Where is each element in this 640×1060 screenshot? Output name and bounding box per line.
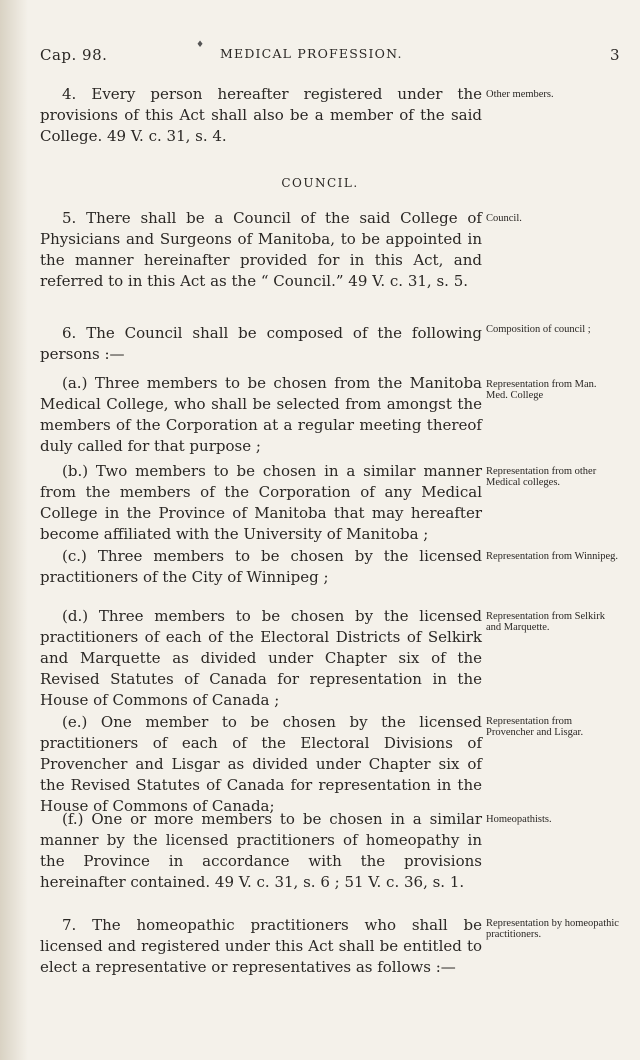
section-5-text: 5. There shall be a Council of the said College of Physicians and Surgeons of Manitoba, to be appointed in the manner hereinafter provided for in this Act, and referred to in this Act as the “ Council.” 49 V. c. 31, s. 5. — [40, 209, 482, 290]
council-heading: COUNCIL. — [281, 176, 359, 190]
section-5-margin-note: Council. — [486, 213, 522, 224]
section-4-margin-note: Other members. — [486, 89, 554, 100]
item-e-text: (e.) One member to be chosen by the licensed practitioners of each of the Electoral Divisions of Provencher and Lisgar as divided under Chapter six of the Revised Statutes of Canada for representation in the House of Commons of Canada; — [40, 713, 482, 815]
section-6-text: 6. The Council shall be composed of the following persons :— — [40, 324, 482, 363]
running-header — [40, 46, 620, 68]
item-c-margin-note: Representation from Winnipeg. — [486, 551, 619, 562]
running-title: MEDICAL PROFESSION. — [220, 46, 403, 61]
section-7-text: 7. The homeopathic practitioners who shall be licensed and registered under this Act shall be entitled to elect a representative or representatives as follows :— — [40, 916, 482, 976]
section-4-text: 4. Every person hereafter registered under the provisions of this Act shall also be a member of the said College. 49 V. c. 31, s. 4. — [40, 85, 482, 145]
item-c-text: (c.) Three members to be chosen by the licensed practitioners of the City of Winnipeg ; — [40, 547, 482, 586]
page-number: 3 — [609, 46, 620, 64]
page-edge-shadow — [0, 0, 28, 1060]
item-b-margin-note: Representation from other Medical colleges. — [486, 466, 597, 488]
item-f-text: (f.) One or more members to be chosen in a similar manner by the licensed practitioners of homeopathy in the Province in accordance with the provisions hereinafter contained. 49 V. c. 31, s. 6 ; 51 V. c. 36, s. 1. — [40, 810, 482, 891]
section-6-margin-note: Composition of council ; — [486, 324, 591, 335]
item-a-text: (a.) Three members to be chosen from the Manitoba Medical College, who shall be selected from amongst the members of the Corporation at a regular meeting thereof duly called for that purpose ; — [40, 374, 482, 455]
item-f-margin-note: Homeopathists. — [486, 814, 552, 825]
item-e-margin-note: Representation from Provencher and Lisgar. — [486, 716, 584, 738]
section-7-margin-note: Representation by homeopathic practitioners. — [486, 918, 619, 940]
item-b-text: (b.) Two members to be chosen in a similar manner from the members of the Corporation of any Medical College in the Province of Manitoba that may hereafter become affiliated with the University of Manitoba ; — [40, 462, 482, 543]
ornament-mark: ♦ — [196, 40, 205, 50]
item-a-margin-note: Representation from Man. Med. College — [486, 379, 597, 401]
item-d-margin-note: Representation from Selkirk and Marquette. — [486, 611, 605, 633]
item-d-text: (d.) Three members to be chosen by the licensed practitioners of each of the Electoral Districts of Selkirk and Marquette as divided under Chapter six of the Revised Statutes of Canada for representation in the House of Commons of Canada ; — [40, 607, 482, 709]
chapter-label: Cap. 98. — [40, 46, 108, 64]
